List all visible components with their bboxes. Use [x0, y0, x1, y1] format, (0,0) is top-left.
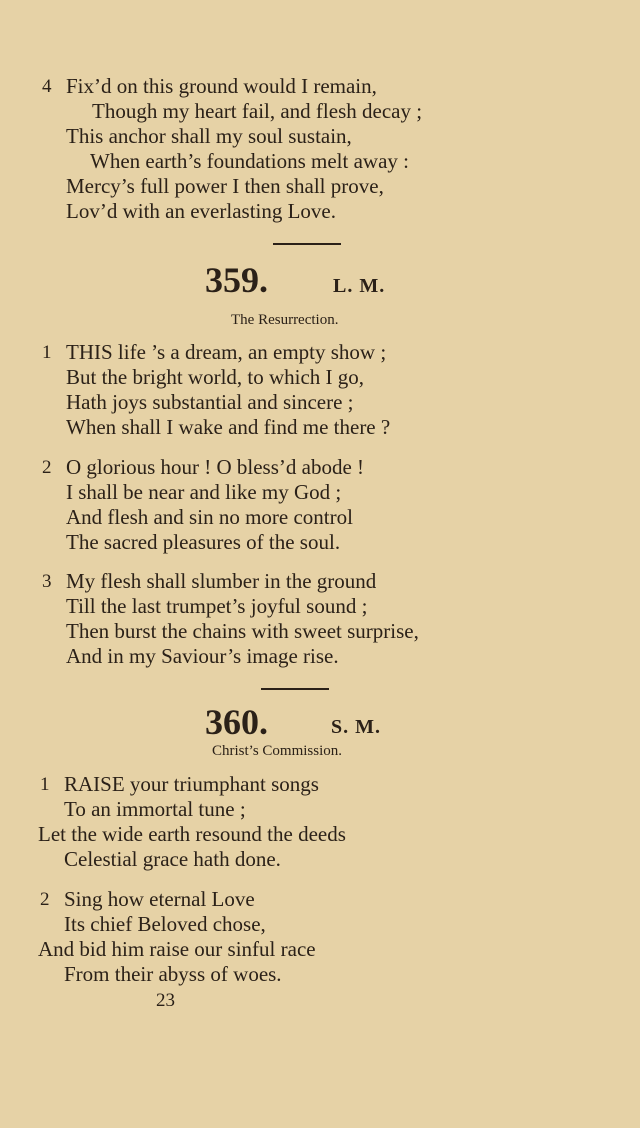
hymn-number: 360.	[205, 702, 268, 742]
verse-line: I shall be near and like my God ;	[66, 480, 342, 504]
verse-line: And in my Saviour’s image rise.	[66, 644, 339, 668]
verse-line: Its chief Beloved chose,	[64, 912, 266, 936]
section-divider	[261, 688, 329, 690]
section-divider	[273, 243, 341, 245]
verse-line: THIS life ’s a dream, an empty show ;	[66, 340, 387, 364]
verse-line: To an immortal tune ;	[64, 797, 246, 821]
verse-line: Let the wide earth resound the deeds	[38, 822, 346, 846]
stanza-number: 1	[42, 342, 52, 363]
verse-line: Hath joys substantial and sincere ;	[66, 390, 354, 414]
stanza-number: 1	[40, 774, 50, 795]
verse-line: Though my heart fail, and flesh decay ;	[92, 99, 423, 123]
verse-line: Celestial grace hath done.	[64, 847, 281, 871]
stanza-number: 3	[42, 571, 52, 592]
verse-line: When shall I wake and find me there ?	[66, 415, 391, 439]
verse-line: When earth’s foundations melt away :	[90, 149, 409, 173]
stanza-number: 4	[42, 76, 52, 97]
verse-line: RAISE your triumphant songs	[64, 772, 319, 796]
verse-line: Mercy’s full power I then shall prove,	[66, 174, 384, 198]
verse-line: O glorious hour ! O bless’d abode !	[66, 455, 365, 479]
verse-line: And flesh and sin no more control	[66, 505, 353, 529]
stanza-number: 2	[40, 889, 50, 910]
page-number: 23	[156, 990, 175, 1011]
verse-line: Sing how eternal Love	[64, 887, 255, 911]
verse-line: From their abyss of woes.	[64, 962, 282, 986]
hymn-meter: L. M.	[333, 275, 386, 297]
verse-line: And bid him raise our sinful race	[38, 937, 316, 961]
verse-line: This anchor shall my soul sustain,	[66, 124, 352, 148]
hymn-meter: S. M.	[331, 716, 381, 738]
hymn-title: The Resurrection.	[231, 312, 339, 328]
verse-line: Fix’d on this ground would I remain,	[66, 74, 377, 98]
verse-line: But the bright world, to which I go,	[66, 365, 365, 389]
verse-line: Till the last trumpet’s joyful sound ;	[66, 594, 368, 618]
stanza-number: 2	[42, 457, 52, 478]
verse-line: My flesh shall slumber in the ground	[66, 569, 377, 593]
verse-line: The sacred pleasures of the soul.	[66, 530, 341, 554]
verse-line: Lov’d with an everlasting Love.	[66, 199, 337, 223]
hymn-number: 359.	[205, 260, 268, 300]
hymn-title: Christ’s Commission.	[212, 743, 343, 759]
verse-line: Then burst the chains with sweet surprise,	[66, 619, 419, 643]
